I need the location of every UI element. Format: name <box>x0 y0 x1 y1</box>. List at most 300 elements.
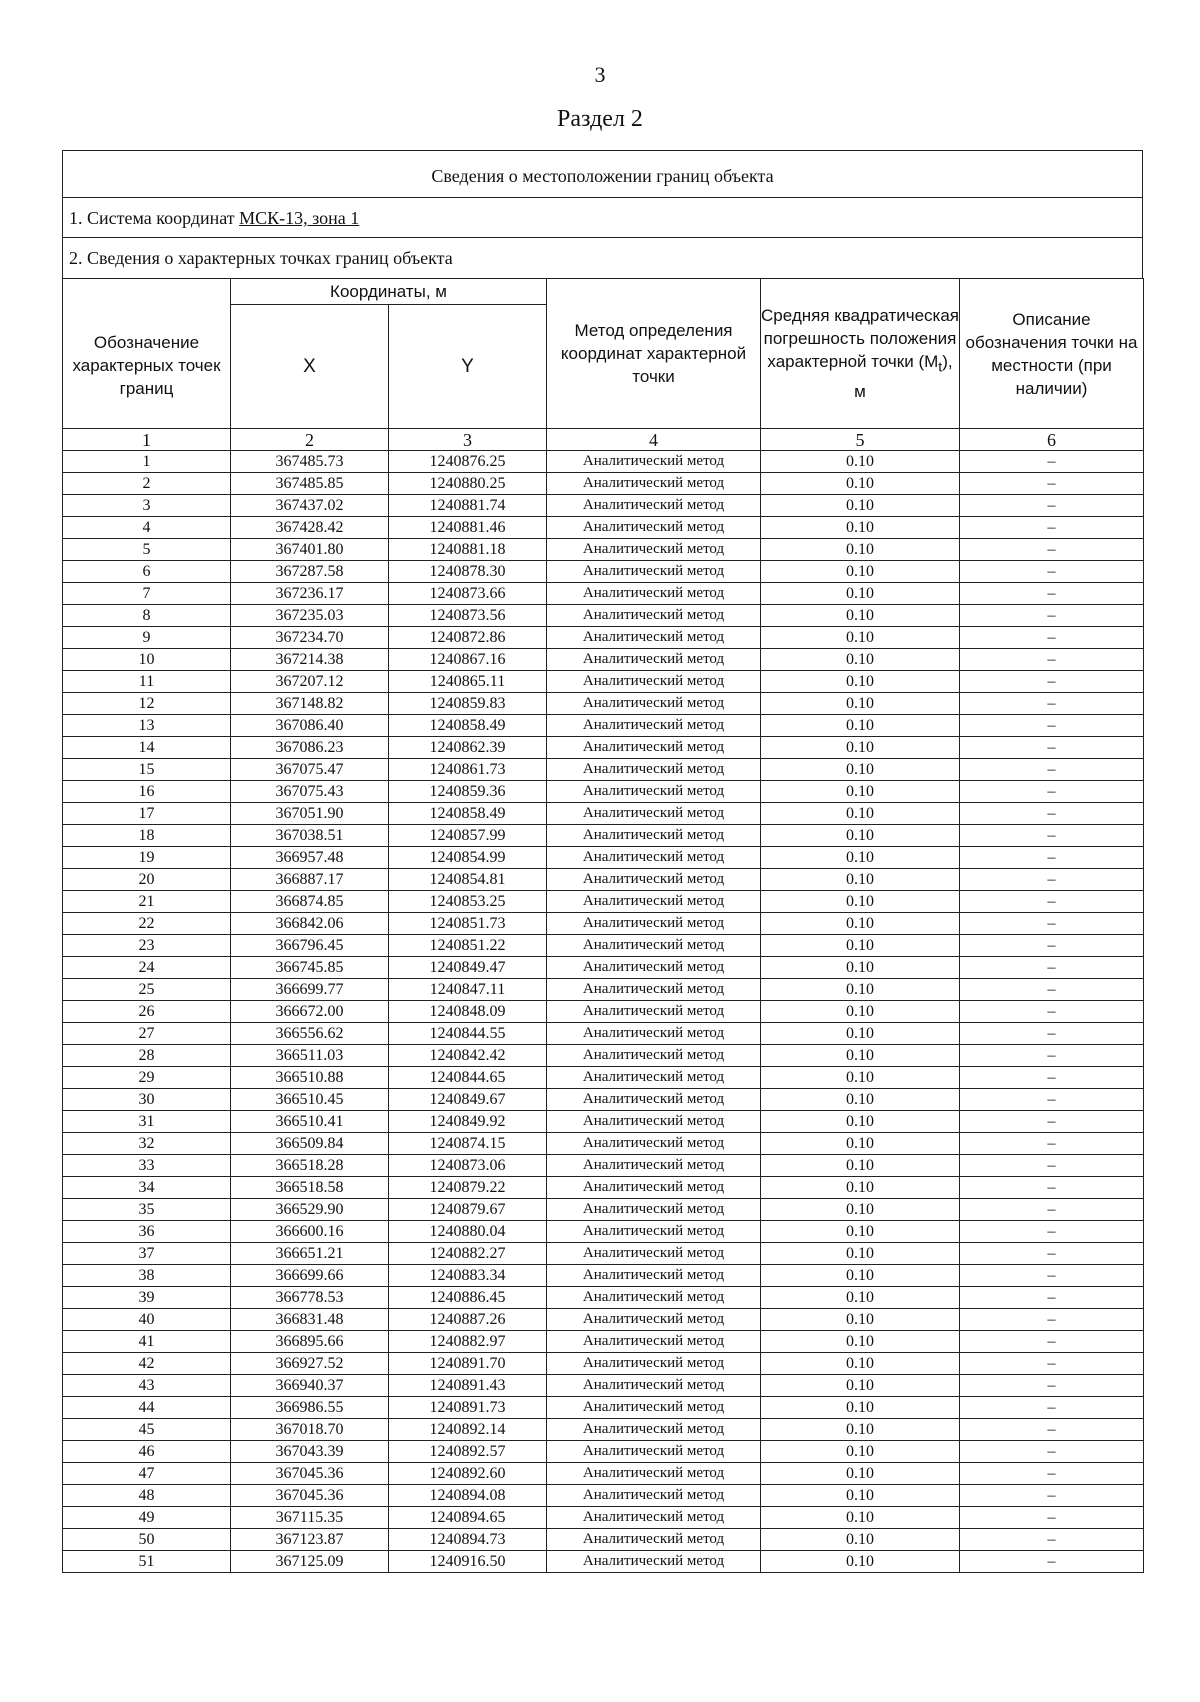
method-cell: Аналитический метод <box>547 979 761 1001</box>
error-cell: 0.10 <box>761 1155 960 1177</box>
error-cell: 0.10 <box>761 1441 960 1463</box>
method-cell: Аналитический метод <box>547 803 761 825</box>
table-row <box>63 1221 1144 1243</box>
y-coordinate-cell: 1240891.73 <box>389 1397 547 1419</box>
column-number: 3 <box>389 429 547 451</box>
y-coordinate-cell: 1240844.65 <box>389 1067 547 1089</box>
section-title: Раздел 2 <box>557 106 643 132</box>
error-cell: 0.10 <box>761 539 960 561</box>
x-coordinate-cell: 366842.06 <box>231 913 389 935</box>
table-row <box>63 451 1144 473</box>
description-cell: – <box>960 517 1144 539</box>
table-row <box>63 1177 1144 1199</box>
error-cell: 0.10 <box>761 495 960 517</box>
description-cell: – <box>960 891 1144 913</box>
table-row <box>63 737 1144 759</box>
x-coordinate-cell: 367038.51 <box>231 825 389 847</box>
method-cell: Аналитический метод <box>547 1111 761 1133</box>
table-row <box>63 803 1144 825</box>
error-cell: 0.10 <box>761 1243 960 1265</box>
table-row <box>63 1133 1144 1155</box>
x-coordinate-cell: 367045.36 <box>231 1463 389 1485</box>
table-row <box>63 781 1144 803</box>
coordinate-system-value: МСК-13, зона 1 <box>239 208 360 228</box>
table-row <box>63 1463 1144 1485</box>
error-cell: 0.10 <box>761 671 960 693</box>
table-row <box>63 1023 1144 1045</box>
method-cell: Аналитический метод <box>547 1529 761 1551</box>
x-coordinate-cell: 367214.38 <box>231 649 389 671</box>
point-number-cell: 2 <box>63 473 231 495</box>
point-number-cell: 9 <box>63 627 231 649</box>
error-cell: 0.10 <box>761 1023 960 1045</box>
error-cell: 0.10 <box>761 891 960 913</box>
point-number-cell: 23 <box>63 935 231 957</box>
x-coordinate-cell: 367437.02 <box>231 495 389 517</box>
description-cell: – <box>960 1309 1144 1331</box>
x-coordinate-cell: 367115.35 <box>231 1507 389 1529</box>
error-cell: 0.10 <box>761 649 960 671</box>
table-row <box>63 583 1144 605</box>
point-number-cell: 24 <box>63 957 231 979</box>
method-cell: Аналитический метод <box>547 759 761 781</box>
x-coordinate-cell: 366778.53 <box>231 1287 389 1309</box>
description-cell: – <box>960 1067 1144 1089</box>
point-number-cell: 47 <box>63 1463 231 1485</box>
error-cell: 0.10 <box>761 627 960 649</box>
description-cell: – <box>960 1199 1144 1221</box>
table-row <box>63 1111 1144 1133</box>
description-cell: – <box>960 693 1144 715</box>
method-cell: Аналитический метод <box>547 1309 761 1331</box>
x-coordinate-cell: 366529.90 <box>231 1199 389 1221</box>
point-number-cell: 31 <box>63 1111 231 1133</box>
header-designation: Обозначение характерных точек границ <box>63 279 231 429</box>
method-cell: Аналитический метод <box>547 583 761 605</box>
error-cell: 0.10 <box>761 1507 960 1529</box>
error-cell: 0.10 <box>761 561 960 583</box>
table-row <box>63 1485 1144 1507</box>
error-cell: 0.10 <box>761 1287 960 1309</box>
error-cell: 0.10 <box>761 1111 960 1133</box>
table-row <box>63 1001 1144 1023</box>
error-cell: 0.10 <box>761 1265 960 1287</box>
x-coordinate-cell: 367207.12 <box>231 671 389 693</box>
error-cell: 0.10 <box>761 715 960 737</box>
point-number-cell: 41 <box>63 1331 231 1353</box>
error-cell: 0.10 <box>761 1353 960 1375</box>
method-cell: Аналитический метод <box>547 957 761 979</box>
method-cell: Аналитический метод <box>547 891 761 913</box>
column-number: 5 <box>761 429 960 451</box>
table-row <box>63 649 1144 671</box>
table-row <box>63 913 1144 935</box>
error-cell: 0.10 <box>761 737 960 759</box>
description-cell: – <box>960 1287 1144 1309</box>
error-cell: 0.10 <box>761 1133 960 1155</box>
x-coordinate-cell: 366831.48 <box>231 1309 389 1331</box>
method-cell: Аналитический метод <box>547 1485 761 1507</box>
error-cell: 0.10 <box>761 825 960 847</box>
y-coordinate-cell: 1240894.65 <box>389 1507 547 1529</box>
error-cell: 0.10 <box>761 1529 960 1551</box>
method-cell: Аналитический метод <box>547 473 761 495</box>
y-coordinate-cell: 1240879.22 <box>389 1177 547 1199</box>
description-cell: – <box>960 1375 1144 1397</box>
x-coordinate-cell: 366518.28 <box>231 1155 389 1177</box>
method-cell: Аналитический метод <box>547 1199 761 1221</box>
method-cell: Аналитический метод <box>547 671 761 693</box>
header-x: X <box>231 305 389 429</box>
point-number-cell: 30 <box>63 1089 231 1111</box>
x-coordinate-cell: 366600.16 <box>231 1221 389 1243</box>
x-coordinate-cell: 366895.66 <box>231 1331 389 1353</box>
points-table <box>62 278 1144 1573</box>
point-number-cell: 46 <box>63 1441 231 1463</box>
method-cell: Аналитический метод <box>547 1133 761 1155</box>
x-coordinate-cell: 367236.17 <box>231 583 389 605</box>
x-coordinate-cell: 366874.85 <box>231 891 389 913</box>
y-coordinate-cell: 1240865.11 <box>389 671 547 693</box>
point-number-cell: 4 <box>63 517 231 539</box>
table-row <box>63 1243 1144 1265</box>
method-cell: Аналитический метод <box>547 1001 761 1023</box>
error-cell: 0.10 <box>761 693 960 715</box>
description-cell: – <box>960 627 1144 649</box>
x-coordinate-cell: 367086.40 <box>231 715 389 737</box>
x-coordinate-cell: 367075.47 <box>231 759 389 781</box>
error-cell: 0.10 <box>761 1177 960 1199</box>
table-row <box>63 1419 1144 1441</box>
page-number: 3 <box>594 62 606 87</box>
column-number: 4 <box>547 429 761 451</box>
description-cell: – <box>960 583 1144 605</box>
y-coordinate-cell: 1240882.97 <box>389 1331 547 1353</box>
description-cell: – <box>960 1551 1144 1573</box>
y-coordinate-cell: 1240859.36 <box>389 781 547 803</box>
table-row <box>63 1089 1144 1111</box>
y-coordinate-cell: 1240873.06 <box>389 1155 547 1177</box>
x-coordinate-cell: 367485.85 <box>231 473 389 495</box>
y-coordinate-cell: 1240854.99 <box>389 847 547 869</box>
description-cell: – <box>960 451 1144 473</box>
description-cell: – <box>960 1045 1144 1067</box>
x-coordinate-cell: 367075.43 <box>231 781 389 803</box>
description-cell: – <box>960 1111 1144 1133</box>
table-row <box>63 891 1144 913</box>
point-number-cell: 21 <box>63 891 231 913</box>
method-cell: Аналитический метод <box>547 781 761 803</box>
table-row <box>63 1287 1144 1309</box>
point-number-cell: 27 <box>63 1023 231 1045</box>
method-cell: Аналитический метод <box>547 1155 761 1177</box>
description-cell: – <box>960 1485 1144 1507</box>
method-cell: Аналитический метод <box>547 1045 761 1067</box>
x-coordinate-cell: 366510.45 <box>231 1089 389 1111</box>
point-number-cell: 25 <box>63 979 231 1001</box>
point-number-cell: 12 <box>63 693 231 715</box>
error-cell: 0.10 <box>761 583 960 605</box>
point-number-cell: 29 <box>63 1067 231 1089</box>
description-cell: – <box>960 759 1144 781</box>
y-coordinate-cell: 1240861.73 <box>389 759 547 781</box>
x-coordinate-cell: 367086.23 <box>231 737 389 759</box>
x-coordinate-cell: 366957.48 <box>231 847 389 869</box>
method-cell: Аналитический метод <box>547 1375 761 1397</box>
error-cell: 0.10 <box>761 1309 960 1331</box>
column-number: 6 <box>960 429 1144 451</box>
y-coordinate-cell: 1240862.39 <box>389 737 547 759</box>
point-number-cell: 13 <box>63 715 231 737</box>
point-number-cell: 6 <box>63 561 231 583</box>
description-cell: – <box>960 495 1144 517</box>
description-cell: – <box>960 1419 1144 1441</box>
error-cell: 0.10 <box>761 473 960 495</box>
method-cell: Аналитический метод <box>547 1551 761 1573</box>
error-cell: 0.10 <box>761 1397 960 1419</box>
method-cell: Аналитический метод <box>547 539 761 561</box>
table-row <box>63 1507 1144 1529</box>
x-coordinate-cell: 367401.80 <box>231 539 389 561</box>
description-cell: – <box>960 781 1144 803</box>
method-cell: Аналитический метод <box>547 715 761 737</box>
point-number-cell: 11 <box>63 671 231 693</box>
point-number-cell: 38 <box>63 1265 231 1287</box>
error-cell: 0.10 <box>761 1551 960 1573</box>
points-heading: 2. Сведения о характерных точках границ объекта <box>69 248 453 268</box>
y-coordinate-cell: 1240892.57 <box>389 1441 547 1463</box>
error-cell: 0.10 <box>761 957 960 979</box>
method-cell: Аналитический метод <box>547 1221 761 1243</box>
table-row <box>63 517 1144 539</box>
method-cell: Аналитический метод <box>547 1507 761 1529</box>
method-cell: Аналитический метод <box>547 693 761 715</box>
table-row <box>63 1309 1144 1331</box>
method-cell: Аналитический метод <box>547 1419 761 1441</box>
table-row <box>63 847 1144 869</box>
y-coordinate-cell: 1240881.46 <box>389 517 547 539</box>
description-cell: – <box>960 1155 1144 1177</box>
method-cell: Аналитический метод <box>547 1287 761 1309</box>
x-coordinate-cell: 366699.77 <box>231 979 389 1001</box>
y-coordinate-cell: 1240858.49 <box>389 715 547 737</box>
method-cell: Аналитический метод <box>547 605 761 627</box>
y-coordinate-cell: 1240892.60 <box>389 1463 547 1485</box>
description-cell: – <box>960 561 1144 583</box>
header-error-sub: t <box>938 359 943 376</box>
point-number-cell: 5 <box>63 539 231 561</box>
method-cell: Аналитический метод <box>547 1243 761 1265</box>
method-cell: Аналитический метод <box>547 1397 761 1419</box>
y-coordinate-cell: 1240873.66 <box>389 583 547 605</box>
description-cell: – <box>960 1331 1144 1353</box>
y-coordinate-cell: 1240849.92 <box>389 1111 547 1133</box>
point-number-cell: 17 <box>63 803 231 825</box>
point-number-cell: 51 <box>63 1551 231 1573</box>
y-coordinate-cell: 1240874.15 <box>389 1133 547 1155</box>
x-coordinate-cell: 367045.36 <box>231 1485 389 1507</box>
table-row <box>63 693 1144 715</box>
description-cell: – <box>960 671 1144 693</box>
description-cell: – <box>960 1001 1144 1023</box>
y-coordinate-cell: 1240857.99 <box>389 825 547 847</box>
error-cell: 0.10 <box>761 869 960 891</box>
y-coordinate-cell: 1240880.25 <box>389 473 547 495</box>
table-row <box>63 1441 1144 1463</box>
point-number-cell: 44 <box>63 1397 231 1419</box>
point-number-cell: 36 <box>63 1221 231 1243</box>
description-cell: – <box>960 737 1144 759</box>
point-number-cell: 20 <box>63 869 231 891</box>
description-cell: – <box>960 935 1144 957</box>
column-number: 1 <box>63 429 231 451</box>
point-number-cell: 45 <box>63 1419 231 1441</box>
error-cell: 0.10 <box>761 847 960 869</box>
y-coordinate-cell: 1240858.49 <box>389 803 547 825</box>
coordinate-system-label: 1. Система координат <box>69 208 240 228</box>
description-cell: – <box>960 473 1144 495</box>
point-number-cell: 1 <box>63 451 231 473</box>
method-cell: Аналитический метод <box>547 935 761 957</box>
y-coordinate-cell: 1240851.22 <box>389 935 547 957</box>
info-box <box>62 150 1143 279</box>
point-number-cell: 3 <box>63 495 231 517</box>
y-coordinate-cell: 1240872.86 <box>389 627 547 649</box>
point-number-cell: 37 <box>63 1243 231 1265</box>
table-row <box>63 957 1144 979</box>
point-number-cell: 19 <box>63 847 231 869</box>
coordinate-system-line <box>63 198 1142 238</box>
description-cell: – <box>960 869 1144 891</box>
x-coordinate-cell: 366887.17 <box>231 869 389 891</box>
y-coordinate-cell: 1240880.04 <box>389 1221 547 1243</box>
table-row <box>63 1199 1144 1221</box>
method-cell: Аналитический метод <box>547 1067 761 1089</box>
point-number-cell: 32 <box>63 1133 231 1155</box>
y-coordinate-cell: 1240848.09 <box>389 1001 547 1023</box>
x-coordinate-cell: 367018.70 <box>231 1419 389 1441</box>
method-cell: Аналитический метод <box>547 1331 761 1353</box>
description-cell: – <box>960 825 1144 847</box>
header-description: Описание обозначения точки на местности (при наличии) <box>960 279 1144 429</box>
method-cell: Аналитический метод <box>547 451 761 473</box>
point-number-cell: 48 <box>63 1485 231 1507</box>
point-number-cell: 10 <box>63 649 231 671</box>
description-cell: – <box>960 1265 1144 1287</box>
point-number-cell: 8 <box>63 605 231 627</box>
table-row <box>63 1265 1144 1287</box>
method-cell: Аналитический метод <box>547 1023 761 1045</box>
y-coordinate-cell: 1240847.11 <box>389 979 547 1001</box>
x-coordinate-cell: 366651.21 <box>231 1243 389 1265</box>
x-coordinate-cell: 366511.03 <box>231 1045 389 1067</box>
y-coordinate-cell: 1240881.74 <box>389 495 547 517</box>
column-number-row <box>63 429 1144 451</box>
method-cell: Аналитический метод <box>547 627 761 649</box>
y-coordinate-cell: 1240891.43 <box>389 1375 547 1397</box>
table-row <box>63 825 1144 847</box>
error-cell: 0.10 <box>761 1463 960 1485</box>
x-coordinate-cell: 366518.58 <box>231 1177 389 1199</box>
method-cell: Аналитический метод <box>547 1463 761 1485</box>
y-coordinate-cell: 1240916.50 <box>389 1551 547 1573</box>
description-cell: – <box>960 1221 1144 1243</box>
header-error-text: Средняя квадратическая погрешность положения характерной точки (M <box>761 306 960 372</box>
y-coordinate-cell: 1240887.26 <box>389 1309 547 1331</box>
column-number: 2 <box>231 429 389 451</box>
description-cell: – <box>960 957 1144 979</box>
x-coordinate-cell: 366672.00 <box>231 1001 389 1023</box>
description-cell: – <box>960 913 1144 935</box>
error-cell: 0.10 <box>761 1045 960 1067</box>
description-cell: – <box>960 649 1144 671</box>
description-cell: – <box>960 847 1144 869</box>
error-cell: 0.10 <box>761 1331 960 1353</box>
description-cell: – <box>960 1463 1144 1485</box>
error-cell: 0.10 <box>761 759 960 781</box>
error-cell: 0.10 <box>761 517 960 539</box>
point-number-cell: 49 <box>63 1507 231 1529</box>
y-coordinate-cell: 1240892.14 <box>389 1419 547 1441</box>
point-number-cell: 43 <box>63 1375 231 1397</box>
x-coordinate-cell: 367287.58 <box>231 561 389 583</box>
table-row <box>63 1353 1144 1375</box>
method-cell: Аналитический метод <box>547 495 761 517</box>
error-cell: 0.10 <box>761 451 960 473</box>
y-coordinate-cell: 1240844.55 <box>389 1023 547 1045</box>
x-coordinate-cell: 367123.87 <box>231 1529 389 1551</box>
y-coordinate-cell: 1240883.34 <box>389 1265 547 1287</box>
table-row <box>63 1551 1144 1573</box>
x-coordinate-cell: 366745.85 <box>231 957 389 979</box>
table-row <box>63 1331 1144 1353</box>
table-row <box>63 1067 1144 1089</box>
error-cell: 0.10 <box>761 605 960 627</box>
x-coordinate-cell: 366556.62 <box>231 1023 389 1045</box>
method-cell: Аналитический метод <box>547 517 761 539</box>
x-coordinate-cell: 366509.84 <box>231 1133 389 1155</box>
table-row <box>63 1529 1144 1551</box>
y-coordinate-cell: 1240894.73 <box>389 1529 547 1551</box>
y-coordinate-cell: 1240882.27 <box>389 1243 547 1265</box>
y-coordinate-cell: 1240849.67 <box>389 1089 547 1111</box>
description-cell: – <box>960 1243 1144 1265</box>
point-number-cell: 7 <box>63 583 231 605</box>
header-coordinates: Координаты, м <box>231 279 547 305</box>
description-cell: – <box>960 605 1144 627</box>
description-cell: – <box>960 1133 1144 1155</box>
point-number-cell: 15 <box>63 759 231 781</box>
error-cell: 0.10 <box>761 935 960 957</box>
x-coordinate-cell: 366699.66 <box>231 1265 389 1287</box>
description-cell: – <box>960 1089 1144 1111</box>
table-row <box>63 495 1144 517</box>
x-coordinate-cell: 366927.52 <box>231 1353 389 1375</box>
table-row <box>63 1397 1144 1419</box>
table-row <box>63 1045 1144 1067</box>
method-cell: Аналитический метод <box>547 825 761 847</box>
y-coordinate-cell: 1240851.73 <box>389 913 547 935</box>
point-number-cell: 34 <box>63 1177 231 1199</box>
method-cell: Аналитический метод <box>547 1089 761 1111</box>
point-number-cell: 16 <box>63 781 231 803</box>
table-row <box>63 561 1144 583</box>
error-cell: 0.10 <box>761 1001 960 1023</box>
x-coordinate-cell: 366796.45 <box>231 935 389 957</box>
point-number-cell: 42 <box>63 1353 231 1375</box>
x-coordinate-cell: 367148.82 <box>231 693 389 715</box>
x-coordinate-cell: 367043.39 <box>231 1441 389 1463</box>
